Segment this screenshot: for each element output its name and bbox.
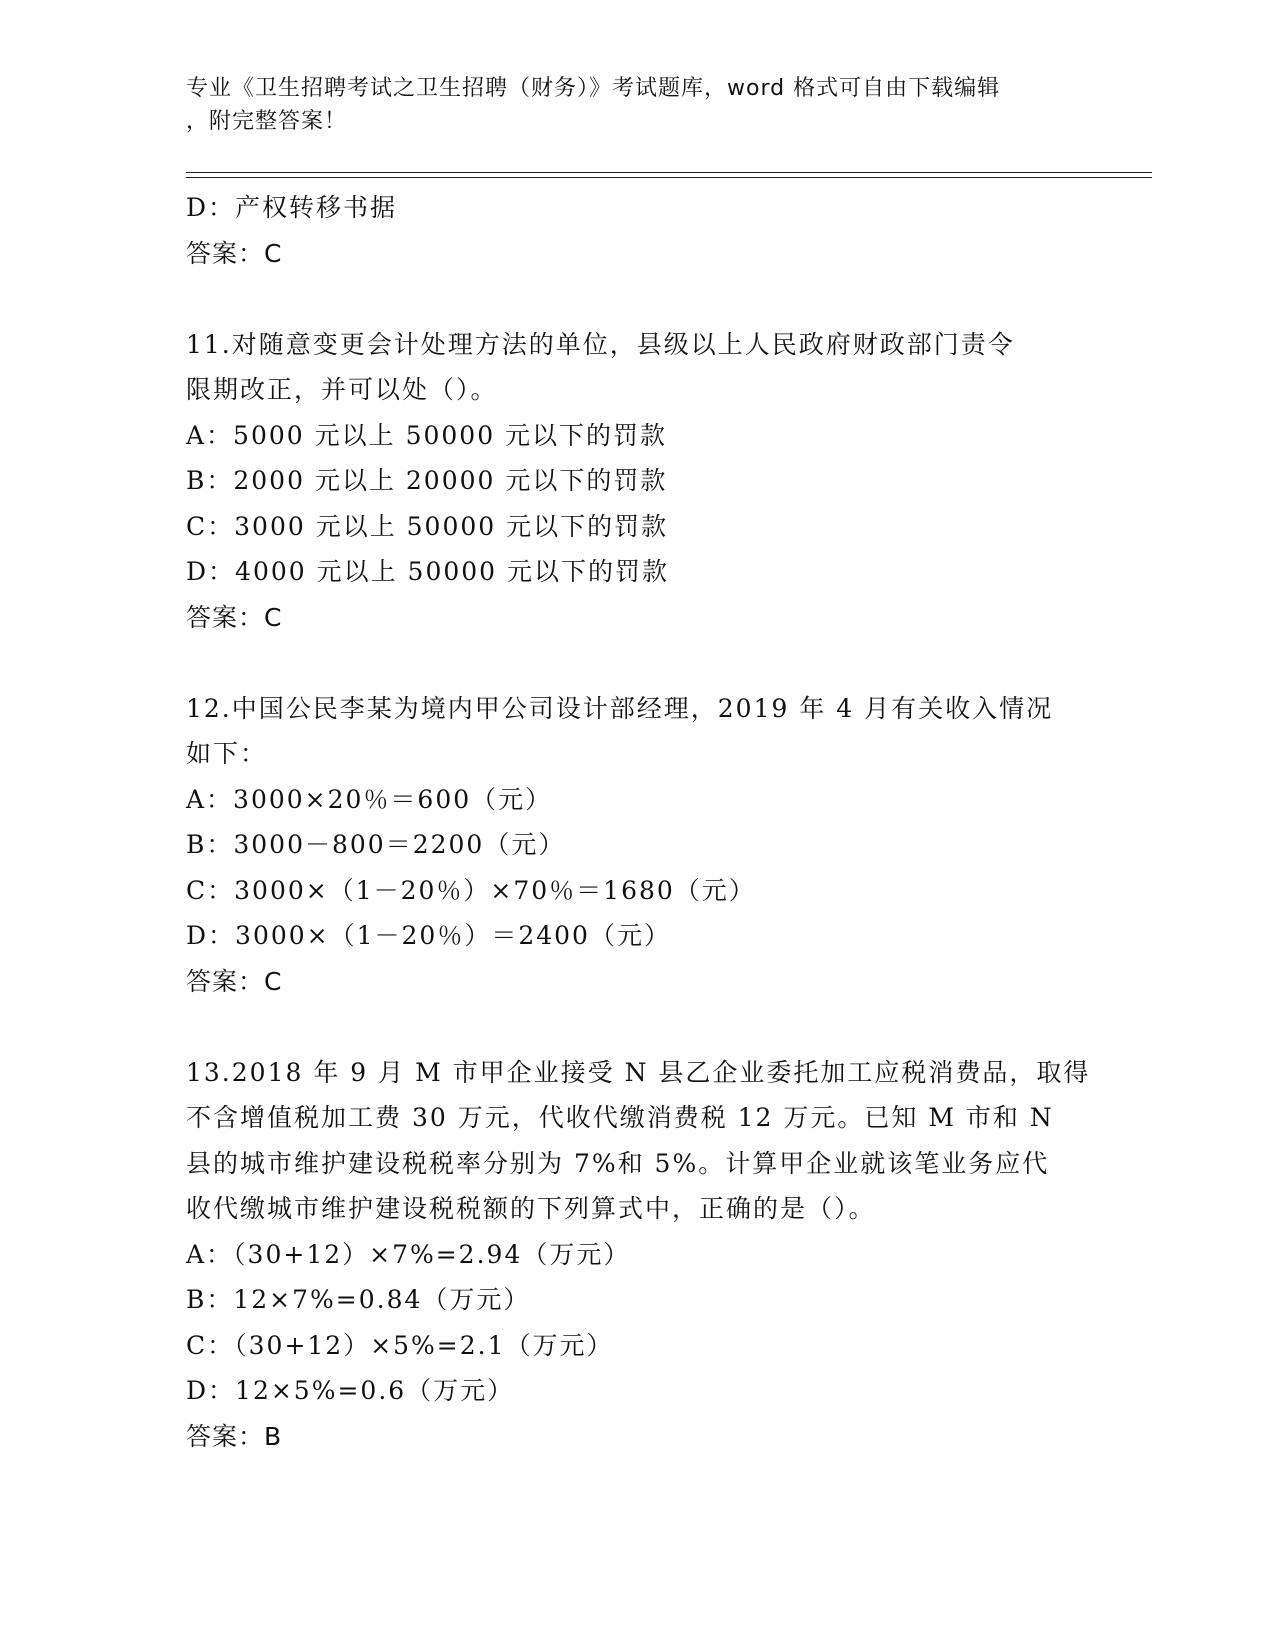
option-b: B：3000－800＝2200（元） — [186, 830, 566, 859]
question-11 — [186, 322, 1086, 641]
option-c: C：（30+12）×5%=2.1（万元） — [186, 1330, 614, 1360]
option-d: D：12×5%=0.6（万元） — [186, 1376, 515, 1405]
question-stem: 收代缴城市维护建设税税额的下列算式中，正确的是（）。 — [186, 1194, 876, 1223]
option-c: C：3000×（1－20％）×70％＝1680（元） — [186, 875, 756, 905]
option-a: A：5000 元以上 50000 元以下的罚款 — [186, 420, 668, 450]
question-stem: 如下： — [186, 739, 268, 768]
answer: 答案：C — [186, 602, 283, 632]
question-12 — [186, 686, 1086, 1005]
option-c: C：3000 元以上 50000 元以下的罚款 — [186, 511, 669, 541]
option-a: A：（30+12）×7%=2.94（万元） — [186, 1239, 631, 1269]
header-line-2: ，附完整答案！ — [186, 109, 348, 134]
question-list — [186, 185, 1091, 1459]
question-stem: 不含增值税加工费 30 万元，代收代缴消费税 12 万元。已知 M 市和 N — [186, 1103, 1054, 1132]
option-d: D：产权转移书据 — [186, 193, 398, 222]
document-header — [186, 72, 1066, 138]
question-stem: 县的城市维护建设税税率分别为 7%和 5%。计算甲企业就该笔业务应代 — [186, 1148, 1050, 1178]
spacer — [186, 1004, 1086, 1050]
question-stem: 限期改正，并可以处（）。 — [186, 375, 498, 404]
header-rule-top — [186, 172, 1152, 173]
question-13 — [186, 1050, 1091, 1460]
answer: 答案：C — [186, 966, 283, 996]
option-d: D：4000 元以上 50000 元以下的罚款 — [186, 557, 670, 586]
question-stem: 12.中国公民李某为境内甲公司设计部经理，2019 年 4 月有关收入情况 — [186, 693, 1054, 723]
answer: 答案：C — [186, 238, 283, 268]
option-a: A：3000×20％＝600（元） — [186, 784, 553, 814]
spacer — [186, 640, 1086, 686]
option-d: D：3000×（1－20％）＝2400（元） — [186, 921, 671, 950]
question-stem: 11.对随意变更会计处理方法的单位，县级以上人民政府财政部门责令 — [186, 329, 1015, 359]
option-b: B：2000 元以上 20000 元以下的罚款 — [186, 466, 668, 495]
option-b: B：12×7%=0.84（万元） — [186, 1285, 531, 1314]
previous-question-tail — [186, 185, 1086, 276]
answer: 答案：B — [186, 1421, 283, 1451]
header-line-1: 专业《卫生招聘考试之卫生招聘（财务）》考试题库，word 格式可自由下载编辑 — [186, 76, 1001, 101]
question-stem: 13.2018 年 9 月 M 市甲企业接受 N 县乙企业委托加工应税消费品，取得 — [186, 1057, 1091, 1087]
header-rule-bottom — [186, 177, 1152, 178]
spacer — [186, 276, 1086, 322]
